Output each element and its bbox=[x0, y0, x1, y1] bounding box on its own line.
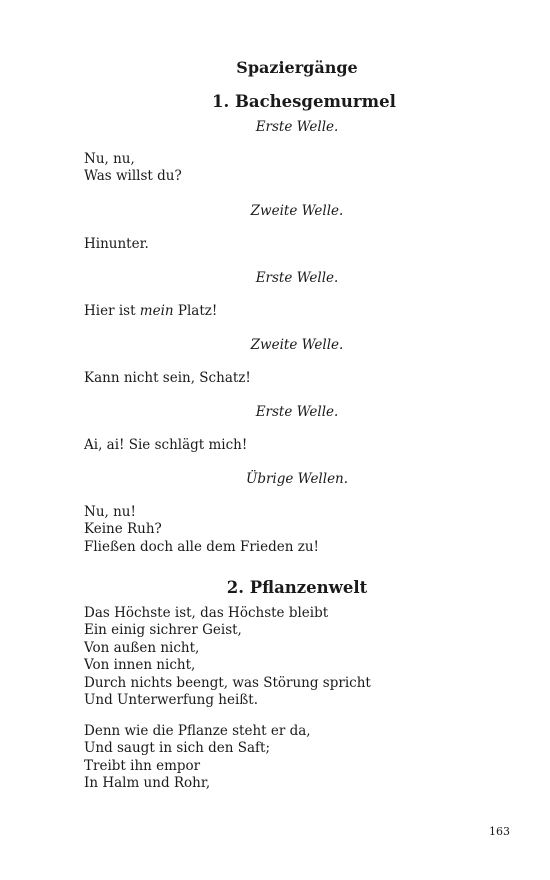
speaker-label: Erste Welle. bbox=[255, 404, 339, 420]
verse-line: Hinunter. bbox=[84, 236, 149, 252]
chapter-title: Spaziergänge bbox=[236, 58, 358, 77]
verse-text: Platz! bbox=[173, 303, 218, 319]
book-page bbox=[84, 0, 510, 880]
stanza bbox=[84, 723, 510, 793]
speaker-label: Zweite Welle. bbox=[250, 337, 344, 353]
verse-line: Das Höchste ist, das Höchste bleibt bbox=[84, 605, 329, 621]
verse-line: Fließen doch alle dem Frieden zu! bbox=[84, 538, 319, 555]
verse-line: Durch nichts beengt, was Störung spricht bbox=[84, 674, 371, 691]
verse-line: Von außen nicht, bbox=[84, 639, 200, 656]
verse-block bbox=[84, 370, 510, 387]
verse-line: Ai, ai! Sie schlägt mich! bbox=[84, 437, 248, 453]
verse-line: Und saugt in sich den Saft; bbox=[84, 740, 271, 757]
page-number: 163 bbox=[489, 825, 510, 838]
verse-line: Was willst du? bbox=[84, 168, 182, 185]
verse-line: Kann nicht sein, Schatz! bbox=[84, 370, 251, 386]
verse-line: Und Unterwerfung heißt. bbox=[84, 692, 258, 709]
speaker-label: Übrige Wellen. bbox=[245, 471, 349, 487]
verse-line: Von innen nicht, bbox=[84, 657, 196, 674]
verse-line: Nu, nu! bbox=[84, 504, 136, 520]
verse-line: Treibt ihn empor bbox=[84, 757, 201, 774]
section-title-bachesgemurmel: 1. Bachesgemurmel bbox=[212, 92, 396, 111]
verse-line: Denn wie die Pflanze steht er da, bbox=[84, 723, 311, 739]
verse-block bbox=[84, 151, 510, 186]
verse-line: Ein einig sichrer Geist, bbox=[84, 622, 242, 639]
stanza bbox=[84, 605, 510, 709]
verse-line: In Halm und Rohr, bbox=[84, 775, 211, 792]
verse-block bbox=[84, 437, 510, 454]
verse-text: Hier ist bbox=[84, 303, 140, 319]
speaker-label: Erste Welle. bbox=[255, 119, 339, 135]
speaker-label: Erste Welle. bbox=[255, 270, 339, 286]
verse-line: Nu, nu, bbox=[84, 151, 135, 167]
verse-block bbox=[84, 303, 510, 320]
verse-line: Keine Ruh? bbox=[84, 521, 162, 538]
speaker-label: Zweite Welle. bbox=[250, 203, 344, 219]
verse-block bbox=[84, 504, 510, 556]
section-title-pflanzenwelt: 2. Pflanzenwelt bbox=[226, 578, 368, 597]
verse-block bbox=[84, 236, 510, 253]
verse-line-with-emphasis bbox=[84, 303, 510, 320]
emphasized-word: mein bbox=[139, 303, 174, 319]
